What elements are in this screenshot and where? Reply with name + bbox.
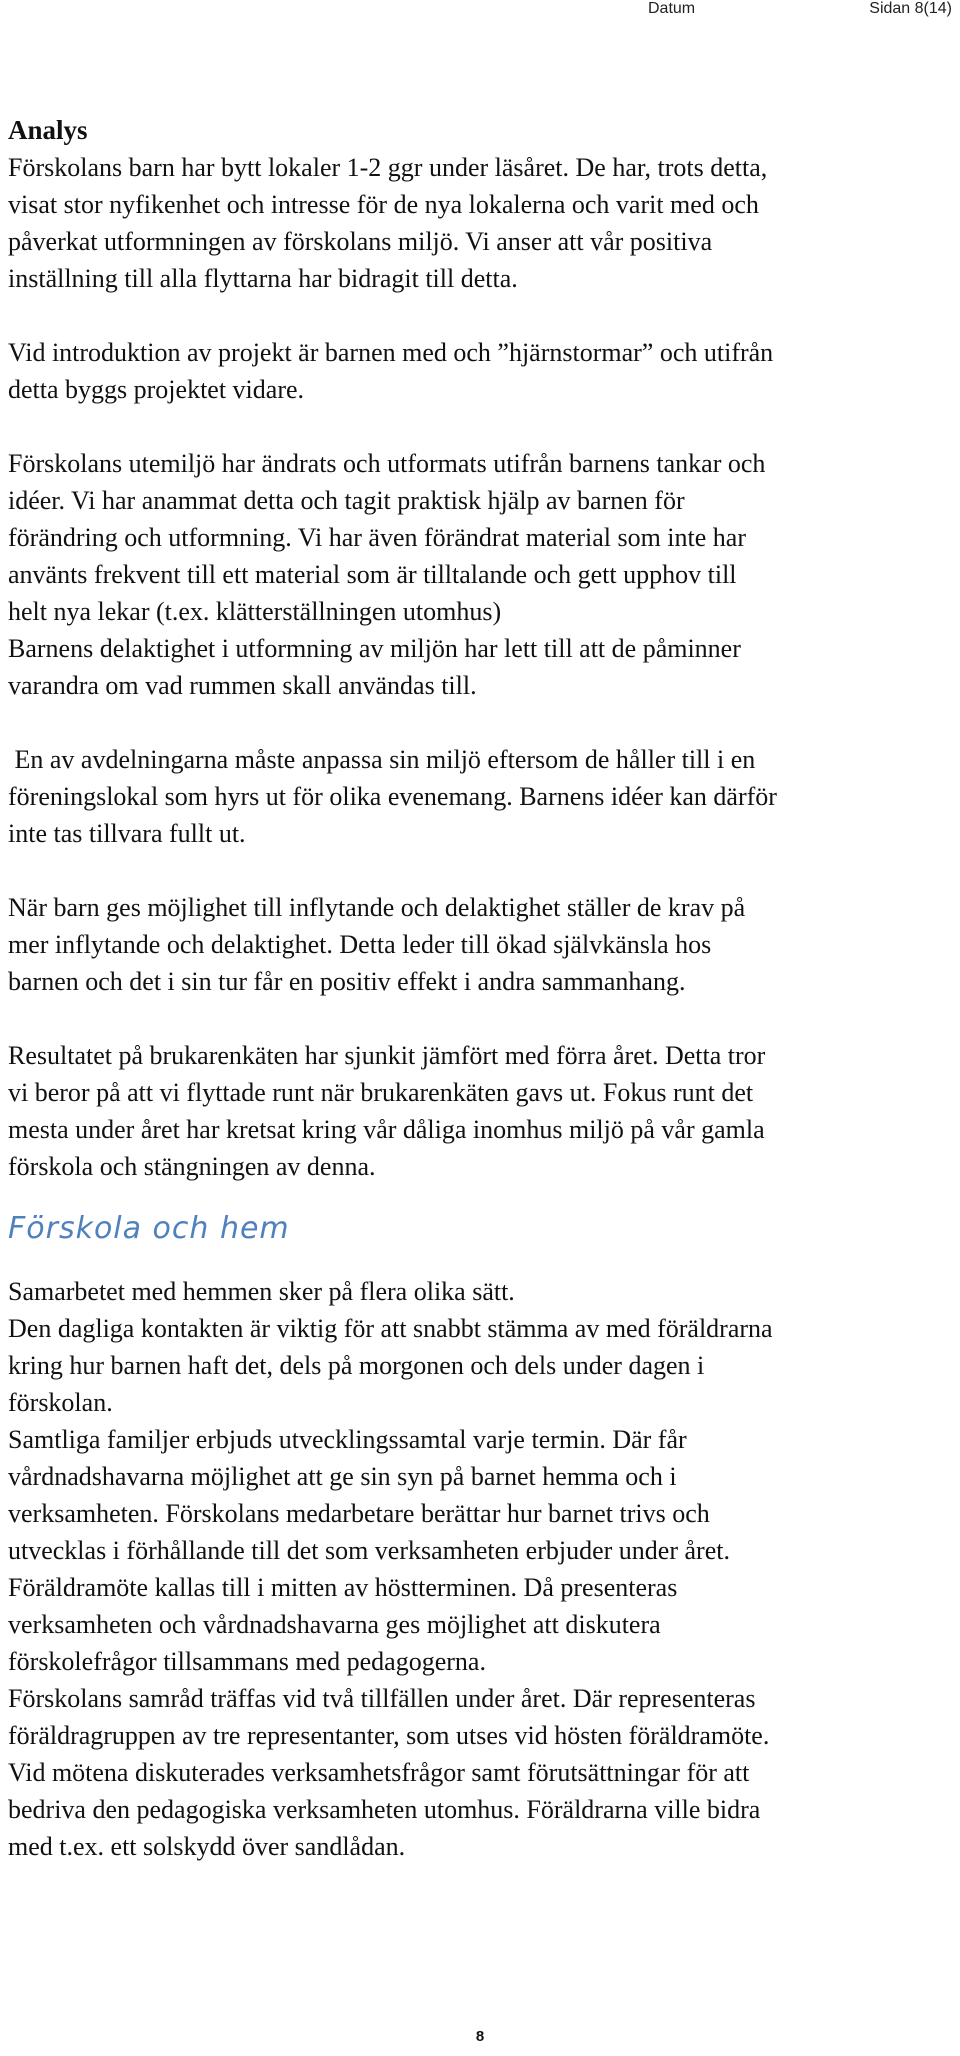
date-label: Datum bbox=[648, 0, 696, 17]
analys-paragraph-6: Resultatet på brukarenkäten har sjunkit jämfört med förra året. Detta tror vi beror på att vi flyttade runt när brukarenkäten gavs ut. Fokus runt det mesta under året har kretsat kring vår dåliga inomhus miljö på vår gamla förskola och stängningen av denna. bbox=[8, 1041, 766, 1181]
page-header bbox=[0, 0, 960, 22]
page-indicator: Sidan 8(14) bbox=[869, 0, 952, 17]
analys-paragraph-1: Förskolans barn har bytt lokaler 1-2 ggr under läsåret. De har, trots detta, visat stor nyfikenhet och intresse för de nya lokalerna och varit med och påverkat utformningen av förskolans miljö. Vi anser att vår positiva inställning till alla flyttarna har bidragit till detta. bbox=[8, 153, 768, 293]
forskola-och-hem-text: Samarbetet med hemmen sker på flera olika sätt. Den dagliga kontakten är viktig för att snabbt stämma av med föräldrarna kring hur barnen haft det, dels på morgonen och dels under dagen i förskolan. Samtliga familjer erbjuds utvecklingssamtal varje termin. Där får vårdnadshavarna möjlighet att ge sin syn på barnet hemma och i verksamheten. Förskolans medarbetare berättar hur barnet trivs och utvecklas i förhållande till det som verksamheten erbjuder under året. Föräldramöte kallas till i mitten av höstterminen. Då presenteras verksamheten och vårdnadshavarna ges möjlighet att diskutera förskolefrågor tillsammans med pedagogerna. Förskolans samråd träffas vid två tillfällen under året. Där representeras föräldragruppen av tre representanter, som utses vid hösten föräldramöte. Vid mötena diskuterades verksamhetsfrågor samt förutsättningar för att bedriva den pedagogiska verksamheten utomhus. Föräldrarna ville bidra med t.ex. ett solskydd över sandlådan. bbox=[8, 1277, 773, 1861]
analys-paragraph-2: Vid introduktion av projekt är barnen med och ”hjärnstormar” och utifrån detta byggs projektet vidare. bbox=[8, 338, 774, 404]
analys-paragraph-3: Förskolans utemiljö har ändrats och utformats utifrån barnens tankar och idéer. Vi har anammat detta och tagit praktisk hjälp av barnen för förändring och utformning. Vi har även förändrat material som inte har använts frekvent till ett material som är tilltalande och gett upphov till helt nya lekar (t.ex. klätterställningen utomhus) Barnens delaktighet i utformning av miljön har lett till att de påminner varandra om vad rummen skall användas till. bbox=[8, 449, 766, 700]
page-number: 8 bbox=[475, 2028, 485, 2045]
analys-paragraph-5: När barn ges möjlighet till inflytande och delaktighet ställer de krav på mer inflytande och delaktighet. Detta leder till ökad självkänsla hos barnen och det i sin tur får en positiv effekt i andra sammanhang. bbox=[8, 893, 746, 996]
forskola-och-hem-heading: Förskola och hem bbox=[8, 1211, 290, 1246]
analys-paragraph-4: En av avdelningarna måste anpassa sin miljö eftersom de håller till i en föreningslokal som hyrs ut för olika evenemang. Barnens idéer kan därför inte tas tillvara fullt ut. bbox=[8, 745, 777, 848]
analys-heading: Analys bbox=[8, 115, 88, 145]
document-body bbox=[8, 112, 948, 1865]
